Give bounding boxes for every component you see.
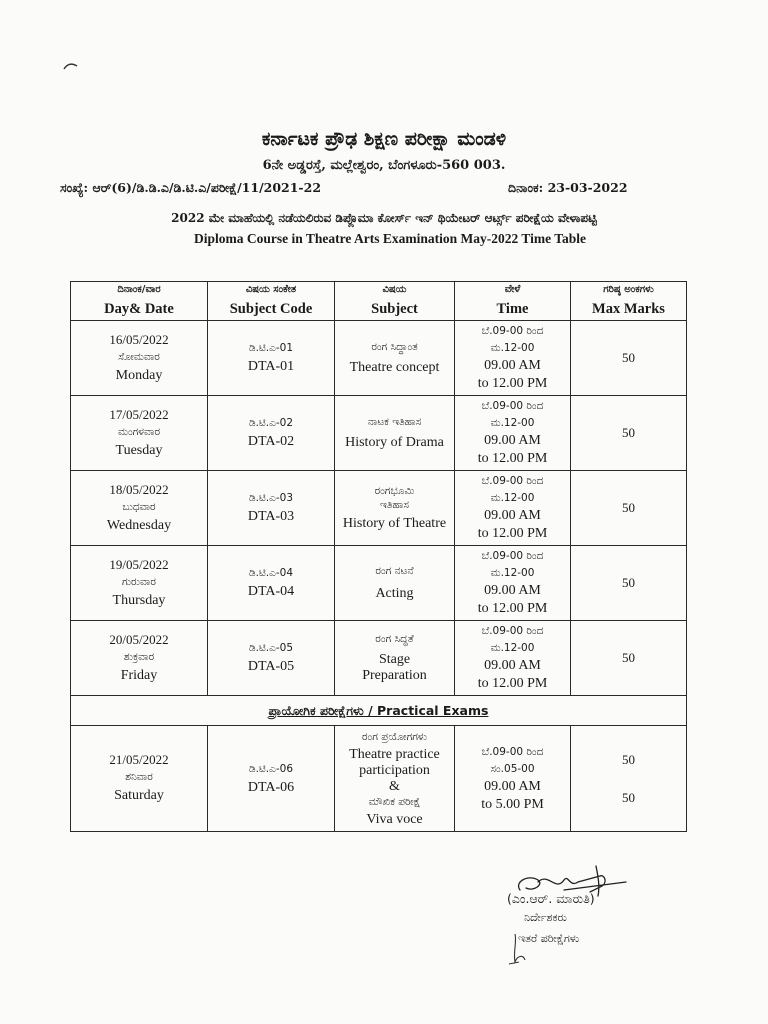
time-english-end: to 12.00 PM [477, 526, 548, 541]
time-cell [455, 621, 571, 696]
time-english-end: to 12.00 PM [477, 676, 548, 691]
code-english: DTA-05 [247, 659, 295, 674]
code-english: DTA-06 [247, 779, 295, 795]
code-english: DTA-03 [247, 509, 295, 524]
code-kannada: ಡಿ.ಟಿ.ಎ-06 [248, 762, 294, 775]
day-kannada: ಮಂಗಳವಾರ [117, 425, 161, 438]
section-row [71, 696, 687, 726]
section-cell [71, 696, 687, 726]
exam-date: 19/05/2022 [109, 556, 169, 572]
table-row [71, 726, 687, 832]
max-marks: 50 [571, 546, 687, 621]
max-marks: 50 [571, 321, 687, 396]
date-cell [71, 726, 208, 832]
header-label-kn: ವೇಳೆ [504, 284, 521, 295]
subject-english: Acting [375, 586, 414, 601]
table-row [71, 621, 687, 696]
time-english-start: 09.00 AM [484, 433, 541, 448]
exam-date: 17/05/2022 [109, 406, 169, 422]
exam-date: 16/05/2022 [109, 331, 169, 347]
code-kannada: ಡಿ.ಟಿ.ಎ-01 [248, 342, 294, 354]
subject-kannada: ರಂಗ ಸಿದ್ಧಾಂತ [371, 341, 418, 353]
table-row [71, 321, 687, 396]
signatory-name: (ಎಂ.ಆರ್. ಮಾರುತಿ) [507, 891, 595, 906]
exam-timetable [70, 281, 687, 832]
max-marks: 50 [571, 471, 687, 546]
time-cell [455, 726, 571, 832]
day-english: Monday [115, 367, 163, 383]
board-address: 6ನೇ ಅಡ್ಡರಸ್ತೆ, ಮಲ್ಲೇಶ್ವರಂ, ಬೆಂಗಳೂರು-560 003. [262, 158, 506, 173]
header-label-en: Day& Date [104, 301, 174, 317]
time-cell [455, 321, 571, 396]
day-kannada: ಶನಿವಾರ [125, 771, 153, 783]
subject-kannada: ರಂಗ ಸಿದ್ಧತೆ [375, 633, 414, 645]
subject-cell [335, 726, 455, 832]
date-cell [71, 621, 208, 696]
time-kannada-start: ಬೆ.09-00 ರಿಂದ [481, 475, 544, 487]
time-kannada-end: ಸಂ.05-00 [490, 762, 535, 775]
day-kannada: ಗುರುವಾರ [122, 575, 156, 588]
table-row [71, 471, 687, 546]
time-cell [455, 471, 571, 546]
exam-date: 20/05/2022 [109, 631, 169, 647]
document-date: ದಿನಾಂಕ: 23-03-2022 [508, 180, 628, 195]
time-kannada-start: ಬೆ.09-00 ರಿಂದ [481, 325, 544, 337]
date-cell [71, 471, 208, 546]
board-name: ಕರ್ನಾಟಕ ಪ್ರೌಢ ಶಿಕ್ಷಣ ಪರೀಕ್ಷಾ ಮಂಡಳಿ [261, 128, 507, 150]
day-kannada: ಶುಕ್ರವಾರ [123, 650, 155, 663]
heading-english: Diploma Course in Theatre Arts Examination May-2022 Time Table [193, 231, 587, 246]
header-subject [335, 282, 455, 321]
header-label-kn: ವಿಷಯ [382, 284, 407, 295]
code-cell [208, 471, 335, 546]
table-row [71, 396, 687, 471]
code-english: DTA-04 [247, 584, 295, 599]
day-english: Saturday [114, 788, 164, 803]
practical-exams-label: ಪ್ರಾಯೋಗಿಕ ಪರೀಕ್ಷೆಗಳು / Practical Exams [268, 702, 489, 718]
subject-kannada: ನಾಟಕ ಇತಿಹಾಸ [367, 416, 422, 428]
day-kannada: ಸೋಮವಾರ [118, 350, 160, 363]
time-english-start: 09.00 AM [484, 583, 541, 598]
header-label-en: Subject Code [229, 301, 313, 317]
header-time [455, 282, 571, 321]
table-header-row [71, 282, 687, 321]
time-kannada-start: ಬೆ.09-00 ರಿಂದ [481, 745, 544, 758]
subject-kannada: ರಂಗಭೂಮಿ ಇತಿಹಾಸ [374, 485, 415, 511]
time-kannada-end: ಮ.12-00 [490, 642, 535, 654]
time-english-start: 09.00 AM [484, 358, 541, 373]
time-english-start: 09.00 AM [484, 658, 541, 673]
subject-cell [335, 471, 455, 546]
subject-kannada-1: ರಂಗ ಪ್ರಯೋಗಗಳು [362, 730, 427, 743]
subject-english: Stage Preparation [362, 652, 427, 683]
max-marks-practice: 50 [622, 751, 635, 767]
code-english: DTA-02 [247, 434, 295, 449]
exam-date: 18/05/2022 [109, 481, 169, 497]
reference-number: ಸಂಖ್ಯೆ: ಆರ್(6)/ಡಿ.ಡಿ.ಎ/ಡಿ.ಟಿ.ಎ/ಪರೀಕ್ಷೆ/11/2021-22 [60, 180, 322, 195]
header-date [71, 282, 208, 321]
table-row [71, 546, 687, 621]
header-label-kn: ವಿಷಯ ಸಂಕೇತ [245, 284, 297, 295]
code-cell [208, 546, 335, 621]
time-kannada-end: ಮ.12-00 [490, 417, 535, 429]
header-marks [571, 282, 687, 321]
subject-cell [335, 546, 455, 621]
time-cell [455, 396, 571, 471]
max-marks-viva: 50 [622, 789, 635, 805]
header-label-en: Max Marks [592, 301, 665, 317]
corner-mark [63, 60, 79, 70]
exam-date: 21/05/2022 [109, 752, 169, 767]
date-cell [71, 396, 208, 471]
time-kannada-start: ಬೆ.09-00 ರಿಂದ [481, 625, 544, 637]
time-kannada-start: ಬೆ.09-00 ರಿಂದ [481, 550, 544, 562]
day-english: Friday [120, 667, 158, 683]
date-cell [71, 546, 208, 621]
subject-ampersand: & [389, 778, 400, 794]
time-english-end: to 12.00 PM [477, 451, 548, 466]
header-label-kn: ದಿನಾಂಕ/ವಾರ [117, 284, 161, 295]
day-english: Tuesday [115, 442, 163, 458]
code-kannada: ಡಿ.ಟಿ.ಎ-04 [248, 567, 294, 579]
day-english: Wednesday [106, 517, 172, 533]
date-cell [71, 321, 208, 396]
subject-english-2: Viva voce [366, 811, 423, 827]
subject-english: Theatre concept [349, 360, 440, 375]
time-kannada-start: ಬೆ.09-00 ರಿಂದ [481, 400, 544, 412]
code-kannada: ಡಿ.ಟಿ.ಎ-02 [248, 417, 294, 429]
subject-cell [335, 321, 455, 396]
day-english: Thursday [112, 592, 166, 608]
time-english-start: 09.00 AM [484, 508, 541, 523]
time-kannada-end: ಮ.12-00 [490, 567, 535, 579]
max-marks-cell [571, 726, 687, 832]
max-marks: 50 [571, 621, 687, 696]
heading-kannada: 2022 ಮೇ ಮಾಹೆಯಲ್ಲಿ ನಡೆಯಲಿರುವ ಡಿಪ್ಲೊಮಾ ಕೋರ್ಸ್ ಇನ್ ಥಿಯೇಟರ್ ಆರ್ಟ್ಸ್ ಪರೀಕ್ಷೆಯ ವೇಳಾಪಟ್ಟಿ [171, 211, 597, 225]
time-english-end: to 12.00 PM [477, 601, 548, 616]
code-kannada: ಡಿ.ಟಿ.ಎ-03 [248, 492, 294, 504]
subject-english-1: Theatre practice participation [349, 746, 440, 778]
code-cell [208, 621, 335, 696]
subject-kannada: ರಂಗ ನಟನೆ [375, 565, 414, 577]
time-english-start: 09.00 AM [484, 778, 541, 794]
time-cell [455, 546, 571, 621]
subject-english: History of Theatre [342, 516, 447, 531]
code-cell [208, 396, 335, 471]
header-code [208, 282, 335, 321]
signatory-office: ಇತರೆ ಪರೀಕ್ಷೆಗಳು [518, 932, 580, 945]
header-label-en: Subject [371, 301, 418, 317]
time-english-end: to 12.00 PM [477, 376, 548, 391]
signatory-designation: ನಿರ್ದೇಶಕರು [524, 911, 567, 924]
time-kannada-end: ಮ.12-00 [490, 342, 535, 354]
subject-cell [335, 621, 455, 696]
code-cell [208, 321, 335, 396]
header-label-kn: ಗರಿಷ್ಠ ಅಂಕಗಳು [603, 284, 654, 295]
code-cell [208, 726, 335, 832]
code-english: DTA-01 [247, 359, 295, 374]
day-kannada: ಬುಧವಾರ [122, 500, 156, 513]
code-kannada: ಡಿ.ಟಿ.ಎ-05 [248, 642, 294, 654]
time-english-end: to 5.00 PM [481, 796, 544, 812]
subject-kannada-2: ಮೌಖಿಕ ಪರೀಕ್ಷೆ [368, 795, 421, 808]
header-label-en: Time [496, 301, 529, 317]
max-marks: 50 [571, 396, 687, 471]
subject-cell [335, 396, 455, 471]
subject-english: History of Drama [345, 435, 444, 450]
time-kannada-end: ಮ.12-00 [490, 492, 535, 504]
